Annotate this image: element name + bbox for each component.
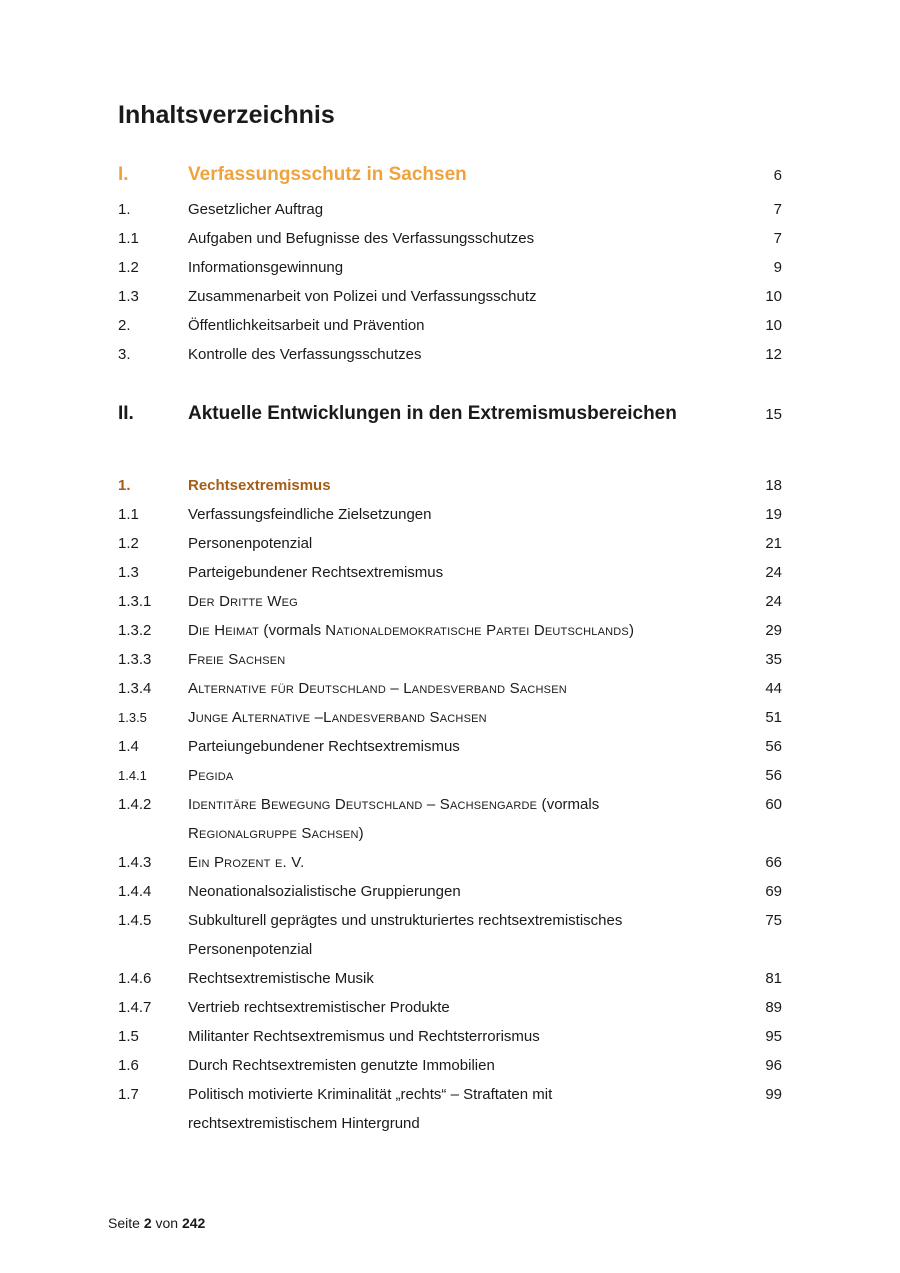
toc-entry bbox=[118, 645, 782, 674]
toc-entry-page: 95 bbox=[765, 1028, 782, 1045]
toc-entry-page: 35 bbox=[765, 651, 782, 668]
toc-entry bbox=[118, 500, 782, 529]
toc-entry-label: Militanter Rechtsextremismus und Rechtsterrorismus bbox=[188, 1028, 540, 1045]
toc-entry-page: 6 bbox=[773, 167, 782, 184]
toc-entry bbox=[118, 790, 782, 848]
toc-entry-number: 1.3 bbox=[118, 288, 139, 305]
toc-entry-number: 1.1 bbox=[118, 506, 139, 523]
toc-entry-label: Personenpotenzial bbox=[188, 535, 313, 552]
toc-entry-page: 18 bbox=[765, 477, 782, 494]
footer-page-number: 2 bbox=[143, 1215, 152, 1231]
toc-entry-number: I. bbox=[118, 164, 129, 185]
toc-entry-label: Der Dritte Weg bbox=[188, 593, 298, 610]
toc-entry bbox=[118, 195, 782, 224]
toc-entry-page: 29 bbox=[765, 622, 782, 639]
toc-entry bbox=[118, 703, 782, 732]
toc-entry bbox=[118, 253, 782, 282]
toc-entry bbox=[118, 399, 782, 429]
toc-entry-page: 24 bbox=[765, 564, 782, 581]
toc-entry-page: 10 bbox=[765, 288, 782, 305]
toc-entry-page: 15 bbox=[765, 406, 782, 423]
toc-entry-label: Parteigebundener Rechtsextremismus bbox=[188, 564, 444, 581]
toc-entry-label: Durch Rechtsextremisten genutzte Immobilien bbox=[188, 1057, 495, 1074]
toc-entry-label: Subkulturell geprägtes und unstrukturiertes rechtsextremistisches Personenpotenzial bbox=[188, 912, 623, 958]
toc-entry bbox=[118, 529, 782, 558]
toc-entry bbox=[118, 848, 782, 877]
toc-entry-page: 10 bbox=[765, 317, 782, 334]
toc-entry-label: Zusammenarbeit von Polizei und Verfassungsschutz bbox=[188, 288, 537, 305]
toc-entry-number: 1.3.5 bbox=[118, 710, 147, 725]
toc-entry-label: Vertrieb rechtsextremistischer Produkte bbox=[188, 999, 450, 1016]
toc-entry-page: 44 bbox=[765, 680, 782, 697]
toc-entry-number: 3. bbox=[118, 346, 131, 363]
toc-entry bbox=[118, 877, 782, 906]
toc-entry bbox=[118, 674, 782, 703]
toc-entry-label: Öffentlichkeitsarbeit und Prävention bbox=[188, 317, 425, 334]
page-title: Inhaltsverzeichnis bbox=[118, 101, 335, 129]
toc-entry-label: Identitäre Bewegung Deutschland – Sachsengarde (vormals Regionalgruppe Sachsen) bbox=[188, 796, 600, 842]
toc-entry-page: 19 bbox=[765, 506, 782, 523]
toc-entry-number: 1.4.3 bbox=[118, 854, 152, 871]
toc-entry-page: 96 bbox=[765, 1057, 782, 1074]
toc-entry-label: Rechtsextremistische Musik bbox=[188, 970, 374, 987]
toc-entry-number: 1.4.2 bbox=[118, 796, 152, 813]
toc-entry bbox=[118, 471, 782, 500]
toc-entry-number: 1. bbox=[118, 477, 131, 494]
toc-entry bbox=[118, 616, 782, 645]
toc-entry-page: 89 bbox=[765, 999, 782, 1016]
toc-entry bbox=[118, 964, 782, 993]
toc-entry-number: 1.1 bbox=[118, 230, 139, 247]
toc-entry-number: 1.3.3 bbox=[118, 651, 152, 668]
toc-entry-label: Neonationalsozialistische Gruppierungen bbox=[188, 883, 461, 900]
toc-entry-page: 75 bbox=[765, 912, 782, 929]
toc-entry-page: 24 bbox=[765, 593, 782, 610]
toc-entry-number: 1.2 bbox=[118, 259, 139, 276]
footer-total-pages: 242 bbox=[181, 1215, 206, 1231]
toc-entry-number: 2. bbox=[118, 317, 131, 334]
toc-entry-number: 1.4.5 bbox=[118, 912, 152, 929]
toc-entry-label: Ein Prozent e. V. bbox=[188, 854, 305, 871]
toc-entry bbox=[118, 224, 782, 253]
toc-entry-number: 1.3 bbox=[118, 564, 139, 581]
toc-entry-number: 1.2 bbox=[118, 535, 139, 552]
toc-entry-page: 56 bbox=[765, 767, 782, 784]
toc-entry-label: Informationsgewinnung bbox=[188, 259, 344, 276]
toc-entry-number: 1.3.2 bbox=[118, 622, 152, 639]
toc-entry-number: 1.6 bbox=[118, 1057, 139, 1074]
toc-entry-page: 51 bbox=[765, 709, 782, 726]
toc-entry bbox=[118, 587, 782, 616]
footer-prefix: Seite bbox=[108, 1215, 144, 1231]
toc-entry bbox=[118, 340, 782, 369]
toc-entry-page: 21 bbox=[765, 535, 782, 552]
footer-conjunction: von bbox=[151, 1215, 182, 1231]
toc-entry bbox=[118, 160, 782, 190]
toc-entry-number: 1.4 bbox=[118, 738, 139, 755]
toc-entry-label: Freie Sachsen bbox=[188, 651, 286, 668]
toc-entry-label: Die Heimat (vormals Nationaldemokratische Partei Deutschlands) bbox=[188, 622, 635, 639]
toc-entry-label: Pegida bbox=[188, 767, 234, 784]
toc-entry-number: 1.4.4 bbox=[118, 883, 152, 900]
toc-entry-number: 1.3.4 bbox=[118, 680, 152, 697]
toc-entry-number: 1. bbox=[118, 201, 131, 218]
toc-entry-label: Rechtsextremismus bbox=[188, 477, 331, 494]
toc-entry-label: Junge Alternative –Landesverband Sachsen bbox=[188, 709, 487, 726]
toc-entry-number: II. bbox=[118, 403, 134, 424]
toc-entry-label: Kontrolle des Verfassungsschutzes bbox=[188, 346, 422, 363]
toc-entry bbox=[118, 761, 782, 790]
toc-entry-label: Parteiungebundener Rechtsextremismus bbox=[188, 738, 460, 755]
toc-entry-page: 7 bbox=[773, 201, 782, 218]
toc-entry-page: 9 bbox=[773, 259, 782, 276]
page-footer bbox=[108, 1215, 205, 1231]
toc-entry-page: 81 bbox=[765, 970, 782, 987]
toc-entry-page: 69 bbox=[765, 883, 782, 900]
toc-entry bbox=[118, 1051, 782, 1080]
toc-entry-number: 1.4.7 bbox=[118, 999, 152, 1016]
toc-entry bbox=[118, 906, 782, 964]
toc-entry-label: Gesetzlicher Auftrag bbox=[188, 201, 324, 218]
toc-entry bbox=[118, 558, 782, 587]
toc-entry-page: 60 bbox=[765, 796, 782, 813]
toc-entry-label: Verfassungsschutz in Sachsen bbox=[188, 164, 467, 185]
toc-entry bbox=[118, 311, 782, 340]
toc-entry-number: 1.5 bbox=[118, 1028, 139, 1045]
toc-entry bbox=[118, 282, 782, 311]
toc-entry-page: 66 bbox=[765, 854, 782, 871]
toc-entry-page: 7 bbox=[773, 230, 782, 247]
toc-entry-label: Verfassungsfeindliche Zielsetzungen bbox=[188, 506, 432, 523]
toc-entry-label: Aktuelle Entwicklungen in den Extremismusbereichen bbox=[188, 403, 677, 424]
toc-entry-label: Politisch motivierte Kriminalität „rechts“ – Straftaten mit rechtsextremistischem Hintergrund bbox=[188, 1086, 553, 1132]
toc-entry-number: 1.3.1 bbox=[118, 593, 152, 610]
toc-entry-number: 1.7 bbox=[118, 1086, 139, 1103]
table-of-contents bbox=[118, 160, 782, 1138]
toc-entry-label: Aufgaben und Befugnisse des Verfassungsschutzes bbox=[188, 230, 535, 247]
toc-entry-number: 1.4.6 bbox=[118, 970, 152, 987]
toc-entry-number: 1.4.1 bbox=[118, 768, 147, 783]
toc-entry-page: 56 bbox=[765, 738, 782, 755]
toc-entry-page: 12 bbox=[765, 346, 782, 363]
toc-entry bbox=[118, 993, 782, 1022]
toc-entry-page: 99 bbox=[765, 1086, 782, 1103]
toc-entry bbox=[118, 1080, 782, 1138]
toc-entry bbox=[118, 1022, 782, 1051]
toc-entry-label: Alternative für Deutschland – Landesverband Sachsen bbox=[188, 680, 567, 697]
toc-entry bbox=[118, 732, 782, 761]
